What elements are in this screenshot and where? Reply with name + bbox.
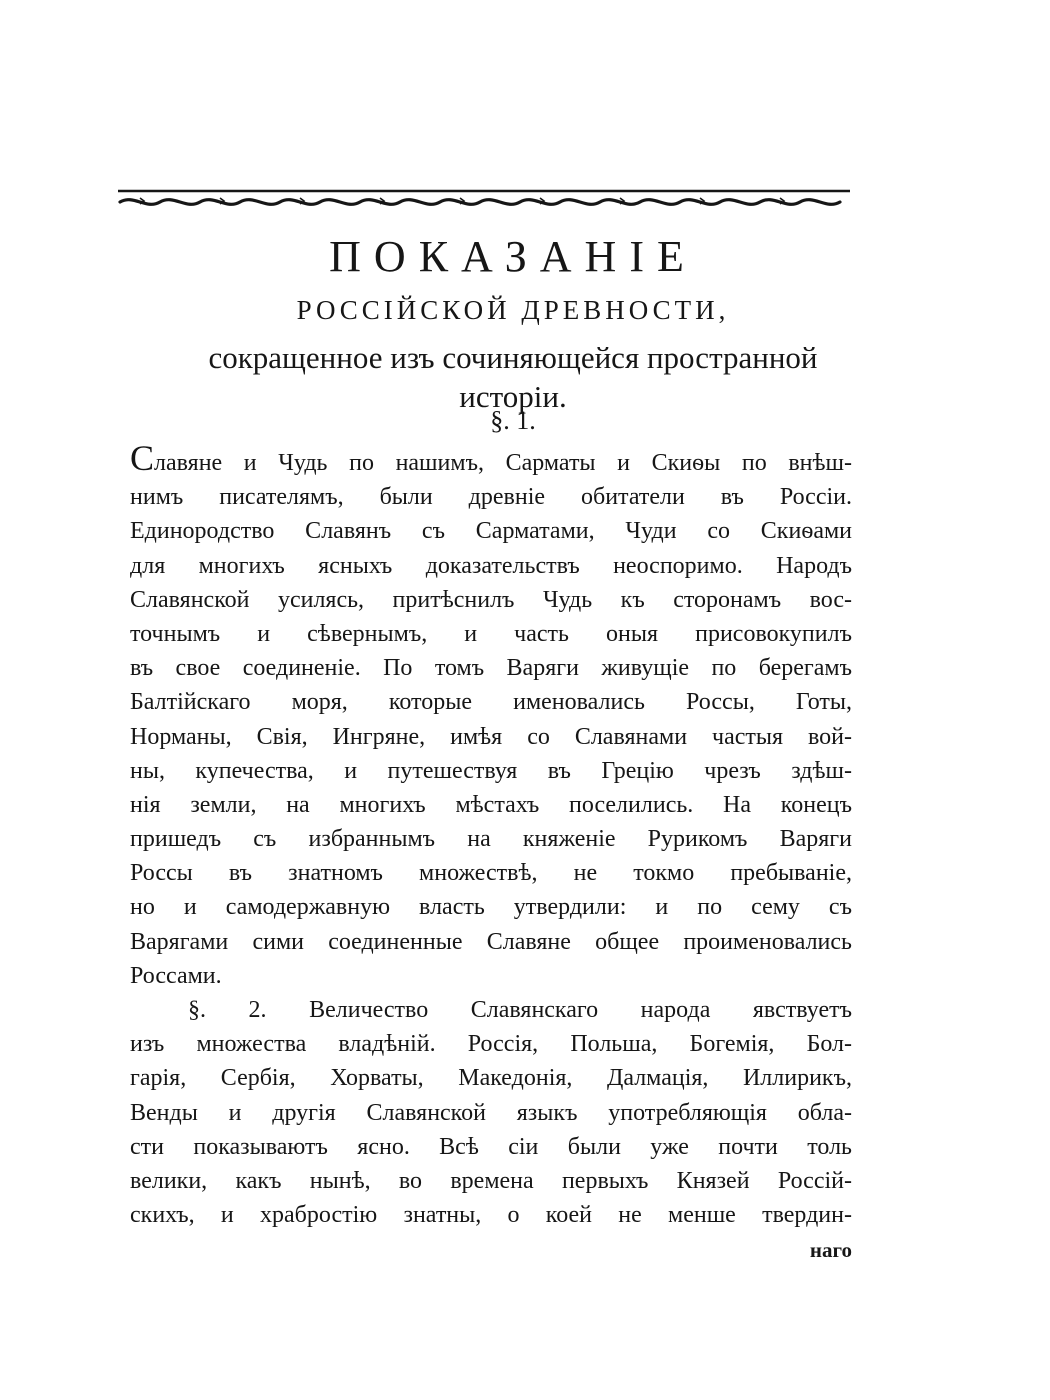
text-line: Венды и другія Славянской языкъ употребляющія обла- [130, 1099, 852, 1126]
text-line: въ свое соединеніе. По томъ Варяги живущіе по берегамъ [130, 655, 852, 682]
text-line: нимъ писателямъ, были древніе обитатели въ Россіи. [130, 484, 852, 511]
text-line: изъ множества владѣній. Россія, Польша, Богемія, Бол- [130, 1031, 852, 1058]
text-line: Балтійскаго моря, которые именовались Россы, Готы, [130, 689, 852, 716]
title-description-line: исторіи. [459, 379, 567, 414]
catchword: наго [809, 1238, 852, 1262]
text-line: пришедъ съ избраннымъ на княженіе Рурикомъ Варяги [130, 826, 852, 853]
text-line: нія земли, на многихъ мѣстахъ поселились. На конецъ [130, 791, 852, 818]
body-text [130, 438, 853, 1232]
text-line: Славянской усилясь, притѣснилъ Чудь къ сторонамъ вос- [130, 586, 852, 613]
text-line: Россами. [130, 962, 222, 989]
section-2-mark: §. 2. [188, 997, 267, 1023]
drop-cap: С [130, 438, 155, 478]
text-line: скихъ, и храбростію знатны, о коей не менше твердин- [130, 1202, 852, 1229]
section-1-mark: §. 1. [490, 406, 536, 435]
text-line: гарія, Сербія, Хорваты, Македонія, Далмація, Иллирикъ, [130, 1065, 852, 1092]
text-line: точнымъ и сѣвернымъ, и часть оныя присовокупилъ [130, 620, 852, 647]
text-line: велики, какъ нынѣ, во времена первыхъ Князей Россій- [130, 1167, 852, 1194]
title-description-line: сокращенное изъ сочиняющейся пространной [208, 340, 818, 375]
text-line: ны, купечества, и путешествуя въ Грецію чрезъ здѣш- [130, 757, 852, 784]
text-line: §. 2. Величество Славянскаго народа явствуетъ [188, 997, 853, 1023]
text-line: Славяне и Чудь по нашимъ, Сарматы и Скиѳы по внѣш- [130, 438, 852, 478]
text-line: Единородство Славянъ съ Сарматами, Чуди со Скиѳами [130, 518, 852, 545]
text-line: для многихъ ясныхъ доказательствъ неоспоримо. Народъ [130, 552, 852, 579]
page-title: ПОКАЗАНІЕ [329, 232, 697, 281]
text-line: сти показываютъ ясно. Всѣ сіи были уже почти толь [130, 1133, 852, 1160]
text-line: Норманы, Свія, Ингряне, имѣя со Славянами частыя вой- [130, 723, 852, 750]
headband-ornament [118, 186, 850, 212]
text-line: Россы въ знатномъ множествѣ, не токмо пребываніе, [130, 860, 852, 887]
text-line: но и самодержавную власть утвердили: и по сему съ [130, 894, 852, 921]
text-line: Варягами сими соединенные Славяне общее проименовались [130, 928, 852, 955]
page-subtitle: РОССІЙСКОЙ ДРЕВНОСТИ, [296, 295, 730, 325]
